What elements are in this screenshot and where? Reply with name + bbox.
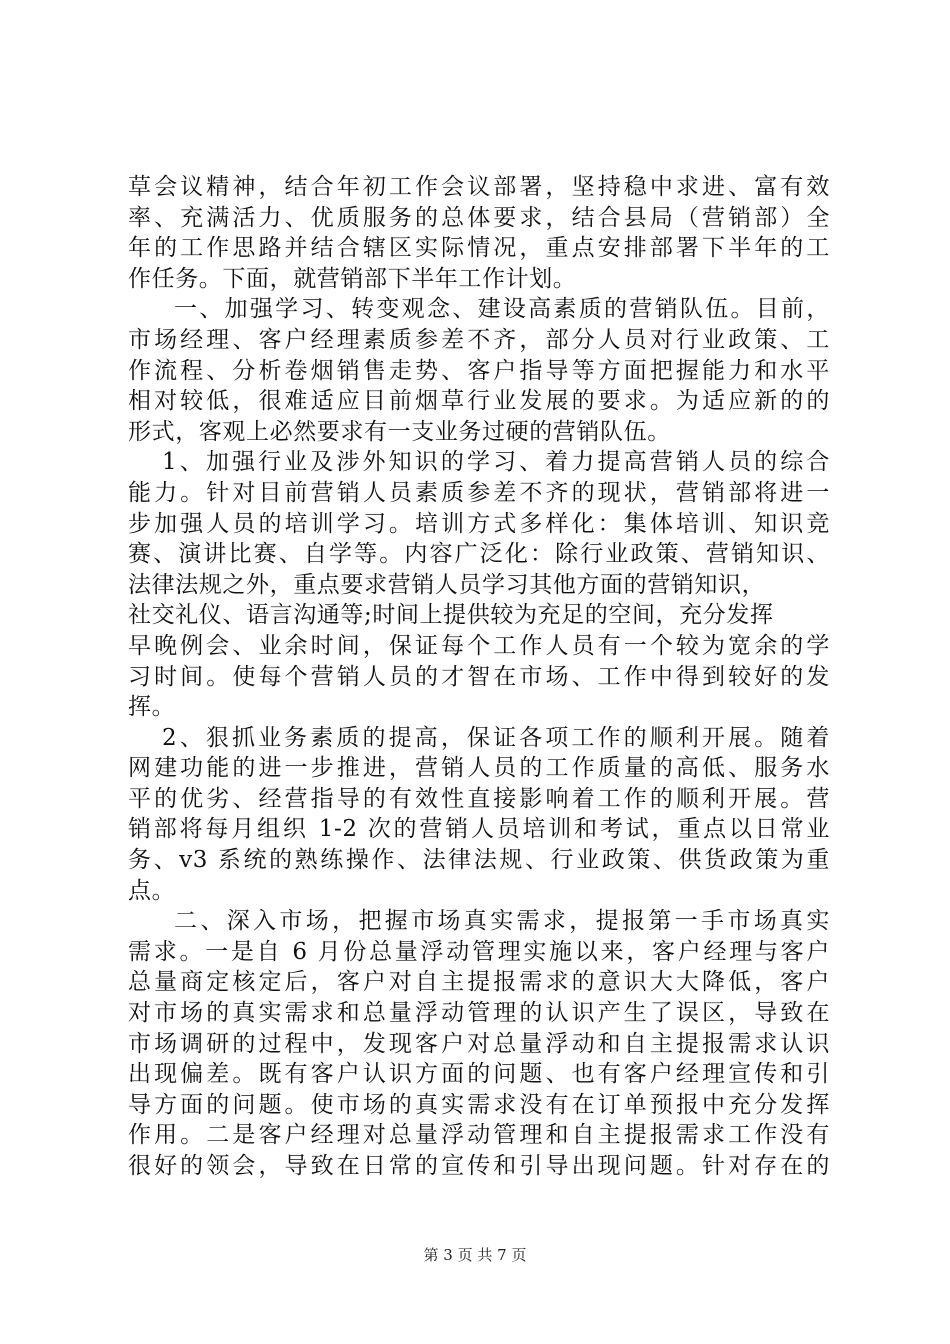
text-line: 导方面的问题。使市场的真实需求没有在订单预报中充分发挥 [128,1091,830,1118]
text-line: 能力。针对目前营销人员素质参差不齐的现状，营销部将进一 [128,479,830,506]
paragraph-section-two [128,906,830,1181]
text-line: 作流程、分析卷烟销售走势、客户指导等方面把握能力和水平 [128,357,830,384]
text-line: 销部将每月组织 1-2 次的营销人员培训和考试，重点以日常业 [128,816,830,843]
paragraph-section-one [128,294,830,447]
text-line: 2、狠抓业务素质的提高，保证各项工作的顺利开展。随着 [162,724,830,751]
text-line: 率、充满活力、优质服务的总体要求，结合县局（营销部）全 [128,204,830,231]
page-number-footer: 第 3 页 共 7 页 [423,1246,527,1264]
text-line: 总量商定核定后，客户对自主提报需求的意识大大降低，客户 [128,969,830,996]
text-line: 作任务。下面，就营销部下半年工作计划。 [128,265,577,292]
text-line: 挥。 [128,694,176,721]
text-line: 需求。一是自 6 月份总量浮动管理实施以来，客户经理与客户 [128,938,830,965]
text-line: 法律法规之外，重点要求营销人员学习其他方面的营销知识， [128,571,766,598]
text-line: 相对较低，很难适应目前烟草行业发展的要求。为适应新的的 [128,388,830,415]
text-line: 赛、演讲比赛、自学等。内容广泛化：除行业政策、营销知识、 [128,541,830,568]
document-body [128,172,830,1182]
text-line: 对市场的真实需求和总量浮动管理的认识产生了误区，导致在 [128,1000,830,1027]
text-line: 市场调研的过程中，发现客户对总量浮动和自主提报需求认识 [128,1030,830,1057]
text-line: 出现偏差。既有客户认识方面的问题、也有客户经理宣传和引 [128,1061,830,1088]
text-line: 步加强人员的培训学习。培训方式多样化：集体培训、知识竞 [128,510,830,537]
text-line: 网建功能的进一步推进，营销人员的工作质量的高低、服务水 [128,755,830,782]
paragraph-intro [128,172,830,294]
text-line: 一、加强学习、转变观念、建设高素质的营销队伍。目前， [174,296,830,323]
text-line: 年的工作思路并结合辖区实际情况，重点安排部署下半年的工 [128,235,830,262]
text-line: 作用。二是客户经理对总量浮动管理和自主提报需求工作没有 [128,1122,830,1149]
text-line: 草会议精神，结合年初工作会议部署，坚持稳中求进、富有效 [128,174,830,200]
text-line: 形式，客观上必然要求有一支业务过硬的营销队伍。 [128,418,671,445]
text-line: 平的优劣、经营指导的有效性直接影响着工作的顺利开展。营 [128,785,830,812]
text-line: 1、加强行业及涉外知识的学习、着力提高营销人员的综合 [162,449,830,476]
text-line: 务、v3 系统的熟练操作、法律法规、行业政策、供货政策为重 [128,847,830,874]
paragraph-item-2 [128,723,830,907]
paragraph-item-1 [128,447,830,722]
text-line: 点。 [128,877,176,904]
text-line: 社交礼仪、语言沟通等;时间上提供较为充足的空间，充分发挥 [128,602,774,629]
text-line: 早晚例会、业余时间，保证每个工作人员有一个较为宽余的学 [128,632,830,659]
text-line: 习时间。使每个营销人员的才智在市场、工作中得到较好的发 [128,663,830,690]
text-line: 市场经理、客户经理素质参差不齐，部分人员对行业政策、工 [128,326,830,353]
text-line: 很好的领会，导致在日常的宣传和引导出现问题。针对存在的 [128,1153,830,1179]
text-line: 二、深入市场，把握市场真实需求，提报第一手市场真实 [174,908,830,935]
